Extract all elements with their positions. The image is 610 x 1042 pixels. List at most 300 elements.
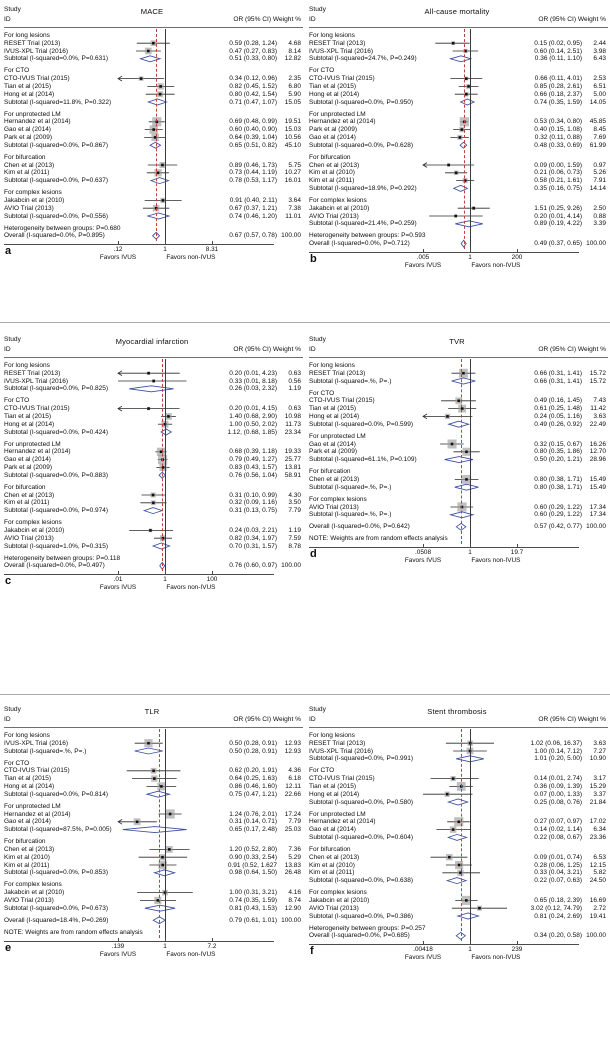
header-rule	[309, 357, 608, 358]
study-label: Jakabcin et al (2010)	[309, 204, 370, 212]
subtotal-label: Subtotal (I-squared=0.0%, P=0.628)	[309, 141, 414, 149]
study-label: Chen et al (2013)	[309, 161, 360, 169]
study-stat: 0.60 (0.40, 0.90) 15.03	[229, 126, 301, 134]
subtotal-stat: 0.78 (0.53, 1.17) 16.01	[229, 177, 301, 185]
column-header-id: ID	[309, 716, 316, 723]
x-axis-tick	[165, 571, 166, 574]
study-label: Hong et al (2014)	[4, 783, 55, 790]
overall-stat: 0.49 (0.37, 0.65) 100.00	[534, 240, 606, 248]
group-label: For bifurcation	[4, 838, 46, 846]
panel-letter-e: e	[5, 941, 12, 954]
study-label: Hong et al (2014)	[309, 413, 360, 420]
study-stat: 0.79 (0.49, 1.27) 25.77	[229, 456, 301, 464]
study-stat: 0.66 (0.18, 2.37) 5.00	[534, 90, 606, 98]
subtotal-label: Subtotal (I-squared=0.0%, P=0.950)	[309, 98, 414, 106]
study-label: Gao et al (2014)	[4, 126, 51, 134]
panel-title: All-cause mortality	[424, 7, 490, 16]
x-axis-tick	[470, 544, 471, 547]
study-stat: 1.02 (0.06, 16.37) 3.63	[530, 739, 606, 747]
subtotal-stat: 0.66 (0.31, 1.41) 15.72	[534, 377, 606, 385]
study-label: Hernandez et al (2014)	[309, 818, 376, 826]
study-label: IVUS-XPL Trial (2016)	[309, 747, 374, 755]
study-label: Chen et al (2013)	[309, 476, 360, 483]
study-stat: 0.21 (0.06, 0.73) 5.26	[534, 169, 606, 177]
x-axis-tick	[423, 544, 424, 547]
column-header-study: Study	[4, 706, 21, 713]
note-random-effects: NOTE: Weights are from random effects analysis	[4, 928, 143, 936]
group-label: For complex lesions	[4, 189, 62, 197]
column-header-id: ID	[309, 16, 316, 23]
subtotal-label: Subtotal (I-squared=0.0%, P=0.631)	[4, 55, 109, 63]
study-stat: 0.64 (0.25, 1.63) 6.18	[229, 775, 301, 783]
study-stat: 0.31 (0.10, 0.99) 4.30	[229, 491, 301, 499]
null-reference-line	[165, 29, 166, 241]
subtotal-label: Subtotal (I-squared=1.0%, P=0.315)	[4, 542, 109, 550]
subtotal-stat: 0.49 (0.26, 0.92) 22.49	[534, 420, 606, 428]
x-axis-line	[309, 547, 579, 548]
study-stat: 0.24 (0.03, 2.21) 1.19	[229, 527, 301, 534]
subtotal-stat: 0.50 (0.28, 0.91) 12.93	[229, 747, 301, 755]
subtotal-label: Subtotal (I-squared=0.0%, P=0.637)	[4, 177, 109, 185]
subtotal-stat: 0.74 (0.46, 1.20) 11.01	[229, 212, 301, 220]
study-stat: 0.65 (0.18, 2.39) 16.69	[534, 897, 606, 904]
study-label: Chen et al (2013)	[4, 161, 55, 169]
subtotal-label: Subtotal (I-squared=0.0%, P=0.673)	[4, 904, 109, 912]
favors-right-label: Favors non-IVUS	[166, 254, 216, 262]
study-stat: 0.68 (0.39, 1.18) 19.33	[229, 448, 301, 456]
favors-left-label: Favors IVUS	[99, 584, 137, 592]
overall-stat: 0.76 (0.60, 0.97) 100.00	[229, 562, 301, 570]
x-axis-tick-label: 200	[511, 254, 523, 261]
study-label: Tian et al (2015)	[4, 413, 52, 420]
x-axis-tick	[212, 241, 213, 244]
subtotal-label: Subtotal (I-squared=.%, P=.)	[309, 483, 392, 491]
favors-left-label: Favors IVUS	[99, 950, 137, 958]
column-header-id: ID	[4, 346, 11, 353]
overall-label: Overall (I-squared=0.0%, P=0.642)	[309, 523, 410, 531]
null-reference-line	[470, 359, 471, 544]
x-axis-tick-label: 1	[163, 246, 167, 254]
panel-e	[0, 700, 305, 963]
subtotal-stat: 0.81 (0.43, 1.53) 12.90	[229, 904, 301, 912]
subtotal-label: Subtotal (I-squared=0.0%, P=0.604)	[309, 834, 414, 841]
study-label: Jakabcin et al (2010)	[309, 897, 370, 904]
subtotal-stat: 0.60 (0.29, 1.22) 17.34	[534, 511, 606, 519]
x-axis-tick	[517, 941, 518, 944]
study-label: Tian et al (2015)	[309, 405, 357, 413]
x-axis-tick-label: 1	[468, 946, 472, 954]
favors-right-label: Favors non-IVUS	[166, 584, 216, 592]
group-label: For bifurcation	[309, 846, 351, 853]
study-label: Hong et al (2014)	[309, 790, 360, 798]
subtotal-stat: 0.25 (0.08, 0.76) 21.84	[534, 798, 606, 806]
group-label: For complex lesions	[4, 881, 62, 889]
overall-stat: 0.67 (0.57, 0.78) 100.00	[229, 232, 301, 240]
study-stat: 0.47 (0.27, 0.83) 8.14	[229, 47, 301, 55]
subtotal-stat: 0.36 (0.11, 1.10) 6.43	[534, 55, 606, 63]
subtotal-stat: 0.48 (0.33, 0.69) 61.99	[534, 141, 606, 149]
subtotal-stat: 0.89 (0.19, 4.22) 3.39	[534, 220, 606, 228]
study-stat: 0.33 (0.04, 3.21) 5.82	[534, 869, 606, 877]
group-label: For CTO	[309, 389, 335, 397]
x-axis-tick	[517, 544, 518, 547]
subtotal-stat: 0.74 (0.35, 1.59) 14.05	[534, 98, 606, 106]
header-rule	[309, 727, 608, 728]
study-label: Gao et al (2014)	[309, 826, 356, 834]
study-label: CTO-IVUS Trial (2015)	[309, 397, 375, 405]
subtotal-label: Subtotal (I-squared=0.0%, P=0.386)	[309, 912, 414, 920]
group-label: For CTO	[4, 397, 30, 405]
favors-right-label: Favors non-IVUS	[471, 262, 521, 269]
study-stat: 0.60 (0.14, 2.51) 3.98	[534, 47, 606, 55]
heterogeneity-label: Heterogeneity between groups: P=0.118	[4, 554, 121, 562]
x-axis-tick	[212, 571, 213, 574]
study-label: Hernandez et al (2014)	[4, 448, 71, 456]
study-stat: 0.31 (0.14, 0.71) 7.79	[229, 818, 301, 826]
group-label: For complex lesions	[309, 889, 367, 897]
study-stat: 0.91 (0.52, 1.627 13.83	[227, 861, 301, 869]
study-label: AVIO Trial (2013)	[4, 534, 54, 542]
study-label: IVUS-XPL Trial (2016)	[4, 739, 69, 747]
group-label: For complex lesions	[309, 495, 367, 503]
group-label: For long lesions	[309, 32, 355, 39]
study-label: Tian et al (2015)	[4, 775, 52, 783]
subtotal-stat: 0.22 (0.08, 0.67) 23.36	[534, 834, 606, 841]
panel-title: TVR	[449, 337, 465, 346]
study-stat: 0.20 (0.01, 4.14) 0.88	[534, 212, 606, 220]
study-label: Park et al (2009)	[309, 126, 358, 134]
x-axis-tick	[118, 938, 119, 941]
subtotal-stat: 0.81 (0.24, 2.69) 19.41	[534, 912, 606, 920]
study-label: RESET Trial (2013)	[4, 369, 61, 377]
subtotal-label: Subtotal (I-squared=87.5%, P=0.005)	[4, 826, 112, 834]
subtotal-label: Subtotal (I-squared=0.0%, P=0.974)	[4, 507, 109, 515]
column-header-study: Study	[309, 336, 326, 343]
study-label: Kim et al (2011)	[309, 177, 355, 185]
group-label: For CTO	[309, 67, 335, 75]
favors-left-label: Favors IVUS	[404, 557, 442, 565]
study-label: Hernandez et al (2014)	[4, 118, 71, 126]
panel-title: MACE	[140, 7, 164, 16]
x-axis-line	[4, 244, 274, 245]
subtotal-stat: 0.31 (0.13, 0.75) 7.79	[229, 507, 301, 515]
overall-stat: 0.57 (0.42, 0.77) 100.00	[534, 523, 606, 531]
study-stat: 0.73 (0.44, 1.19) 10.27	[229, 169, 301, 177]
study-stat: 0.20 (0.01, 4.15) 0.63	[229, 405, 301, 413]
study-label: Kim et al (2011)	[309, 869, 355, 877]
column-header-or-weight: OR (95% CI) Weight %	[538, 716, 606, 723]
subtotal-stat: 0.65 (0.17, 2.48) 25.03	[229, 826, 301, 834]
subtotal-stat: 1.12, (0.68, 1.85) 23.34	[227, 428, 301, 436]
panel-letter-c: c	[5, 575, 12, 588]
favors-right-label: Favors non-IVUS	[166, 950, 216, 958]
x-axis-line	[4, 574, 274, 575]
pooled-estimate-line	[461, 359, 462, 544]
x-axis-tick	[517, 249, 518, 252]
study-stat: 0.74 (0.35, 1.59) 8.74	[229, 897, 301, 904]
subtotal-label: Subtotal (I-squared=0.0%, P=0.825)	[4, 385, 109, 393]
subtotal-label: Subtotal (I-squared=18.9%, P=0.292)	[309, 185, 417, 192]
study-label: RESET Trial (2013)	[309, 369, 366, 377]
study-stat: 0.80 (0.35, 1.86) 12.70	[534, 448, 606, 456]
group-label: For unprotected LM	[309, 110, 366, 118]
x-axis-tick-label: 7.2	[207, 942, 217, 950]
subtotal-label: Subtotal (I-squared=0.0%, P=0.599)	[309, 420, 414, 428]
column-header-or-weight: OR (95% CI) Weight %	[233, 346, 301, 353]
study-label: CTO-IVUS Trial (2015)	[309, 775, 375, 783]
study-label: Chen et al (2013)	[309, 853, 360, 861]
x-axis-tick	[212, 938, 213, 941]
panel-c	[0, 330, 305, 596]
study-label: CTO-IVUS Trial (2015)	[309, 75, 375, 83]
group-label: For unprotected LM	[4, 440, 61, 448]
study-label: Hernandez et al (2014)	[309, 118, 376, 126]
overall-stat: 0.34 (0.20, 0.58) 100.00	[534, 932, 606, 940]
study-stat: 0.91 (0.40, 2.11) 3.64	[229, 197, 301, 204]
favors-left-label: Favors IVUS	[99, 254, 137, 262]
group-label: For bifurcation	[4, 483, 46, 491]
x-axis-line	[4, 941, 274, 942]
study-stat: 0.66 (0.31, 1.41) 15.72	[534, 369, 606, 377]
x-axis-line	[309, 944, 579, 945]
study-stat: 0.32 (0.15, 0.67) 16.26	[534, 440, 606, 448]
study-stat: 1.00 (0.50, 2.02) 11.73	[229, 420, 301, 428]
study-stat: 0.60 (0.29, 1.22) 17.34	[534, 503, 606, 511]
study-label: RESET Trial (2013)	[309, 739, 366, 747]
column-header-study: Study	[4, 6, 21, 13]
panel-letter-a: a	[5, 245, 12, 258]
study-label: Kim et al (2011)	[4, 169, 50, 177]
study-stat: 1.00 (0.31, 3.21) 4.16	[229, 889, 301, 897]
heterogeneity-label: Heterogeneity between groups: P=0.680	[4, 224, 121, 232]
subtotal-stat: 0.65 (0.51, 0.82) 45.10	[229, 141, 301, 149]
x-axis-tick	[470, 249, 471, 252]
study-stat: 1.40 (0.68, 2.90) 10.98	[229, 413, 301, 420]
favors-left-label: Favors IVUS	[404, 262, 442, 269]
study-stat: 0.86 (0.46, 1.60) 12.11	[229, 783, 301, 790]
study-stat: 0.82 (0.34, 1.97) 7.59	[229, 534, 301, 542]
null-reference-line	[165, 729, 166, 938]
overall-label: Overall (I-squared=0.0%, P=0.895)	[4, 232, 105, 240]
study-stat: 0.82 (0.45, 1.52) 6.80	[229, 83, 301, 90]
group-label: For unprotected LM	[4, 110, 61, 118]
subtotal-label: Subtotal (I-squared=0.0%, P=0.580)	[309, 798, 414, 806]
group-label: For complex lesions	[309, 197, 367, 204]
subtotal-label: Subtotal (I-squared=24.7%, P=0.249)	[309, 55, 417, 63]
study-stat: 0.67 (0.37, 1.21) 7.38	[229, 204, 301, 212]
pooled-estimate-line	[461, 729, 462, 941]
x-axis-tick	[118, 571, 119, 574]
subtotal-label: Subtotal (I-squared=11.8%, P=0.322)	[4, 98, 112, 106]
pooled-estimate-line	[159, 729, 160, 938]
study-stat: 0.89 (0.46, 1.73) 5.75	[229, 161, 301, 169]
study-label: Kim et al (2010)	[4, 853, 50, 861]
study-label: IVUS-XPL Trial (2016)	[309, 47, 374, 55]
subtotal-label: Subtotal (I-squared=0.0%, P=0.867)	[4, 141, 109, 149]
study-stat: 0.50 (0.28, 0.91) 12.93	[229, 739, 301, 747]
note-random-effects: NOTE: Weights are from random effects analysis	[309, 535, 448, 543]
null-reference-line	[470, 29, 471, 249]
column-header-or-weight: OR (95% CI) Weight %	[233, 716, 301, 723]
favors-right-label: Favors non-IVUS	[471, 557, 521, 565]
overall-label: Overall (I-squared=0.0%, P=0.497)	[4, 562, 105, 570]
x-axis-tick-label: 1	[468, 549, 472, 557]
study-label: Jakabcin et al (2010)	[4, 527, 65, 534]
column-header-id: ID	[4, 716, 11, 723]
study-label: Gao et al (2014)	[4, 456, 51, 464]
overall-label: Overall (I-squared=0.0%, P=0.685)	[309, 932, 410, 940]
study-stat: 0.80 (0.38, 1.71) 15.49	[534, 476, 606, 483]
favors-left-label: Favors IVUS	[404, 954, 442, 962]
study-stat: 0.59 (0.28, 1.24) 4.68	[229, 39, 301, 47]
null-reference-line	[165, 359, 166, 571]
study-label: RESET Trial (2013)	[309, 39, 366, 47]
study-stat: 0.09 (0.00, 1.59) 0.97	[534, 161, 606, 169]
study-stat: 0.20 (0.01, 4.23) 0.63	[229, 369, 301, 377]
pooled-estimate-line	[162, 359, 163, 571]
study-stat: 0.28 (0.06, 1.25) 12.15	[534, 861, 606, 869]
x-axis-tick	[165, 241, 166, 244]
group-label: For CTO	[4, 67, 30, 75]
panel-f	[305, 700, 610, 966]
subtotal-stat: 1.01 (0.20, 5.00) 10.90	[534, 755, 606, 763]
panel-letter-b: b	[310, 253, 317, 265]
subtotal-label: Subtotal (I-squared=0.0%, P=0.853)	[4, 869, 109, 877]
study-stat: 0.32 (0.09, 1.16) 3.50	[229, 499, 301, 507]
column-header-study: Study	[309, 6, 326, 13]
study-label: Hernandez et al (2014)	[4, 810, 71, 818]
group-label: For bifurcation	[309, 468, 351, 476]
panel-b	[305, 0, 610, 274]
x-axis-tick	[165, 938, 166, 941]
group-label: For complex lesions	[4, 519, 62, 527]
x-axis-tick-label: .00418	[413, 946, 433, 954]
subtotal-stat: 0.71 (0.47, 1.07) 15.05	[229, 98, 301, 106]
study-stat: 0.58 (0.21, 1.61) 7.91	[534, 177, 606, 185]
column-header-or-weight: OR (95% CI) Weight %	[538, 346, 606, 353]
study-stat: 1.51 (0.25, 9.26) 2.50	[534, 204, 606, 212]
x-axis-tick-label: 1	[163, 576, 167, 584]
x-axis-tick-label: 8.31	[205, 246, 219, 254]
study-label: AVIO Trial (2013)	[309, 503, 359, 511]
study-label: Chen et al (2013)	[4, 491, 55, 499]
group-label: For unprotected LM	[309, 810, 366, 818]
column-header-id: ID	[309, 346, 316, 353]
study-stat: 0.40 (0.15, 1.08) 8.45	[534, 126, 606, 134]
subtotal-stat: 0.80 (0.38, 1.71) 15.49	[534, 483, 606, 491]
header-rule	[309, 27, 608, 28]
group-label: For long lesions	[309, 732, 355, 739]
header-rule	[4, 27, 303, 28]
study-label: Kim et al (2010)	[309, 169, 355, 177]
study-label: Tian et al (2015)	[309, 83, 357, 90]
study-label: Gao et al (2014)	[309, 440, 356, 448]
column-header-or-weight: OR (95% CI) Weight %	[233, 16, 301, 23]
group-label: For unprotected LM	[309, 432, 366, 440]
panel-a	[0, 0, 305, 266]
column-header-id: ID	[4, 16, 11, 23]
subtotal-label: Subtotal (I-squared=0.0%, P=0.556)	[4, 212, 109, 220]
subtotal-label: Subtotal (I-squared=.%, P=.)	[4, 747, 87, 755]
pooled-estimate-line	[464, 29, 465, 249]
subtotal-stat: 0.50 (0.20, 1.21) 28.96	[534, 456, 606, 464]
subtotal-stat: 0.26 (0.03, 2.32) 1.19	[229, 385, 301, 393]
row-divider-1	[0, 322, 610, 323]
x-axis-tick-label: .12	[113, 246, 123, 254]
subtotal-stat: 0.75 (0.47, 1.21) 22.66	[229, 790, 301, 798]
study-label: IVUS-XPL Trial (2016)	[4, 47, 69, 55]
subtotal-label: Subtotal (I-squared=0.0%, P=0.814)	[4, 790, 109, 798]
row-divider-2	[0, 694, 610, 695]
x-axis-tick-label: 100	[206, 576, 218, 584]
subtotal-stat: 0.22 (0.07, 0.63) 24.50	[534, 877, 606, 885]
study-label: CTO-IVUS Trial (2015)	[4, 75, 70, 83]
subtotal-label: Subtotal (I-squared=21.4%, P=0.259)	[309, 220, 417, 228]
study-label: AVIO Trial (2013)	[309, 212, 359, 220]
study-label: Kim et al (2010)	[309, 861, 355, 869]
study-label: Chen et al (2013)	[4, 846, 55, 853]
subtotal-label: Subtotal (I-squared=.%, P=.)	[309, 511, 392, 519]
study-label: Tian et al (2015)	[309, 783, 357, 790]
x-axis-tick-label: .01	[113, 576, 123, 584]
study-label: CTO-IVUS Trial (2015)	[4, 767, 70, 775]
study-label: AVIO Trial (2013)	[4, 204, 54, 212]
group-label: For long lesions	[4, 32, 50, 39]
study-stat: 0.07 (0.00, 1.33) 3.37	[534, 790, 606, 798]
subtotal-stat: 0.70 (0.31, 1.57) 8.78	[229, 542, 301, 550]
study-stat: 0.85 (0.28, 2.61) 6.51	[534, 83, 606, 90]
subtotal-stat: 0.98 (0.64, 1.50) 26.48	[229, 869, 301, 877]
x-axis-tick-label: .139	[111, 942, 125, 950]
group-label: For unprotected LM	[4, 802, 61, 810]
study-label: Hong et al (2014)	[309, 90, 360, 98]
study-label: Park et al (2009)	[4, 464, 53, 471]
study-stat: 0.66 (0.11, 4.01) 2.53	[534, 75, 606, 83]
panel-title: Stent thrombosis	[427, 707, 487, 716]
x-axis-tick	[423, 249, 424, 252]
group-label: For bifurcation	[4, 153, 46, 161]
study-stat: 0.32 (0.11, 0.88) 7.69	[534, 134, 606, 141]
study-label: Kim et al (2011)	[4, 499, 50, 507]
study-stat: 0.49 (0.16, 1.45) 7.43	[534, 397, 606, 405]
panel-letter-f: f	[310, 945, 314, 958]
x-axis-tick-label: .005	[416, 254, 430, 261]
study-stat: 0.90 (0.33, 2.54) 5.29	[229, 853, 301, 861]
study-label: Park et al (2009)	[4, 134, 53, 141]
overall-label: Overall (I-squared=18.4%, P=0.269)	[4, 916, 109, 924]
column-header-study: Study	[309, 706, 326, 713]
subtotal-label: Subtotal (I-squared=0.0%, P=0.991)	[309, 755, 414, 763]
x-axis-tick-label: 1	[163, 942, 167, 950]
panel-letter-d: d	[310, 548, 317, 561]
study-stat: 0.24 (0.05, 1.16) 3.63	[534, 413, 606, 420]
study-stat: 1.20 (0.52, 2.80) 7.36	[229, 846, 301, 853]
study-stat: 0.14 (0.02, 1.14) 6.34	[534, 826, 606, 834]
study-label: AVIO Trial (2013)	[4, 897, 54, 904]
study-label: Jakabcin et al (2010)	[4, 197, 65, 204]
group-label: For long lesions	[4, 362, 50, 369]
subtotal-stat: 0.35 (0.16, 0.75) 14.14	[534, 185, 606, 192]
column-header-study: Study	[4, 336, 21, 343]
favors-right-label: Favors non-IVUS	[471, 954, 521, 962]
study-stat: 1.00 (0.14, 7.12) 7.27	[534, 747, 606, 755]
study-label: Hong et al (2014)	[4, 420, 55, 428]
x-axis-line	[309, 252, 579, 253]
study-label: Kim et al (2011)	[4, 861, 50, 869]
group-label: For CTO	[4, 759, 30, 767]
study-stat: 0.53 (0.34, 0.80) 45.85	[534, 118, 606, 126]
study-label: RESET Trial (2013)	[4, 39, 61, 47]
